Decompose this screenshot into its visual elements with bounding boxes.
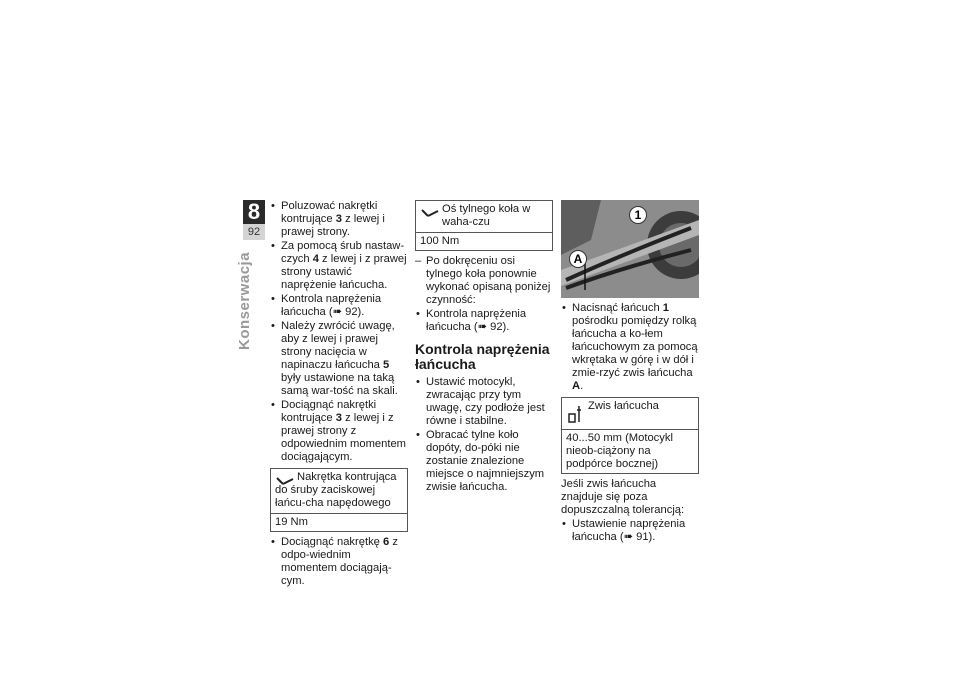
section-heading: Kontrola naprężenia łańcucha — [415, 341, 550, 372]
torque-spec-box — [415, 200, 553, 251]
wrench-icon — [275, 475, 295, 495]
spec-title: Nakrętka kontrująca do śruby zaciskowej łańcu-cha napędowego — [271, 469, 407, 514]
spec-value: 100 Nm — [420, 235, 460, 247]
list-item: • Ustawić motocykl, zwracając przy tym uwagę, czy podłoże jest równe i stabilne. — [415, 376, 553, 428]
paragraph: Jeśli zwis łańcucha znajduje się poza dopuszczalną tolerancją: — [561, 478, 685, 516]
chapter-title: Konserwacja — [236, 251, 253, 350]
measure-icon — [566, 404, 586, 424]
label-a: A — [569, 250, 587, 268]
chain-photo — [561, 200, 699, 298]
spec-title: Oś tylnego koła w waha-czu — [416, 201, 552, 233]
list-item: • Kontrola naprężenia łańcucha (➠ 92). — [415, 308, 553, 334]
chapter-number: 8 — [247, 199, 261, 224]
list-item: • Ustawienie naprężenia łańcucha (➠ 91). — [561, 518, 699, 544]
page-number: 92 — [243, 224, 265, 240]
list-item: • Obracać tylne koło dopóty, do-póki nie zostanie znalezione miejsce o najmniejszym zwisie łańcucha. — [415, 429, 553, 494]
column-2 — [415, 200, 553, 495]
chapter-number-badge — [243, 200, 265, 224]
measurement-spec-box — [561, 397, 699, 474]
column-1 — [270, 200, 408, 589]
list-item: • Poluzować nakrętki kontrujące 3 z lewej i prawej strony. — [270, 200, 408, 239]
spec-value: 19 Nm — [275, 516, 308, 528]
list-item: • Nacisnąć łańcuch 1 pośrodku pomiędzy rolką łańcucha a ko-łem łańcuchowym za pomocą wkrętaka w górę i w dół i zmie-rzyć zwis łańcucha A. — [561, 302, 699, 393]
column-3 — [561, 200, 699, 545]
list-item: • Dociągnąć nakrętkę 6 z odpo-wiednim momentem dociągają-cym. — [270, 536, 408, 588]
spec-value: 40...50 mm (Motocykl nieob-ciążony na podpórce bocznej) — [566, 432, 673, 470]
label-1: 1 — [629, 206, 647, 224]
list-item: • Za pomocą śrub nastaw-czych 4 z lewej i z prawej strony ustawić naprężenie łańcucha. — [270, 240, 408, 292]
wrench-icon — [420, 207, 440, 227]
spec-title: Zwis łańcucha — [562, 398, 698, 430]
torque-spec-box — [270, 468, 408, 532]
list-item: – Po dokręceniu osi tylnego koła ponownie wykonać opisaną poniżej czynność: — [415, 255, 553, 307]
list-item: • Kontrola naprężenia łańcucha (➠ 92). — [270, 293, 408, 319]
list-item: • Należy zwrócić uwagę, aby z lewej i prawej strony nacięcia w napinaczu łańcucha 5 były ustawione na taką samą war-tość na skali. — [270, 320, 408, 398]
list-item: • Dociągnąć nakrętki kontrujące 3 z lewej i z prawej strony z odpowiednim momentem dociągającym. — [270, 399, 408, 464]
